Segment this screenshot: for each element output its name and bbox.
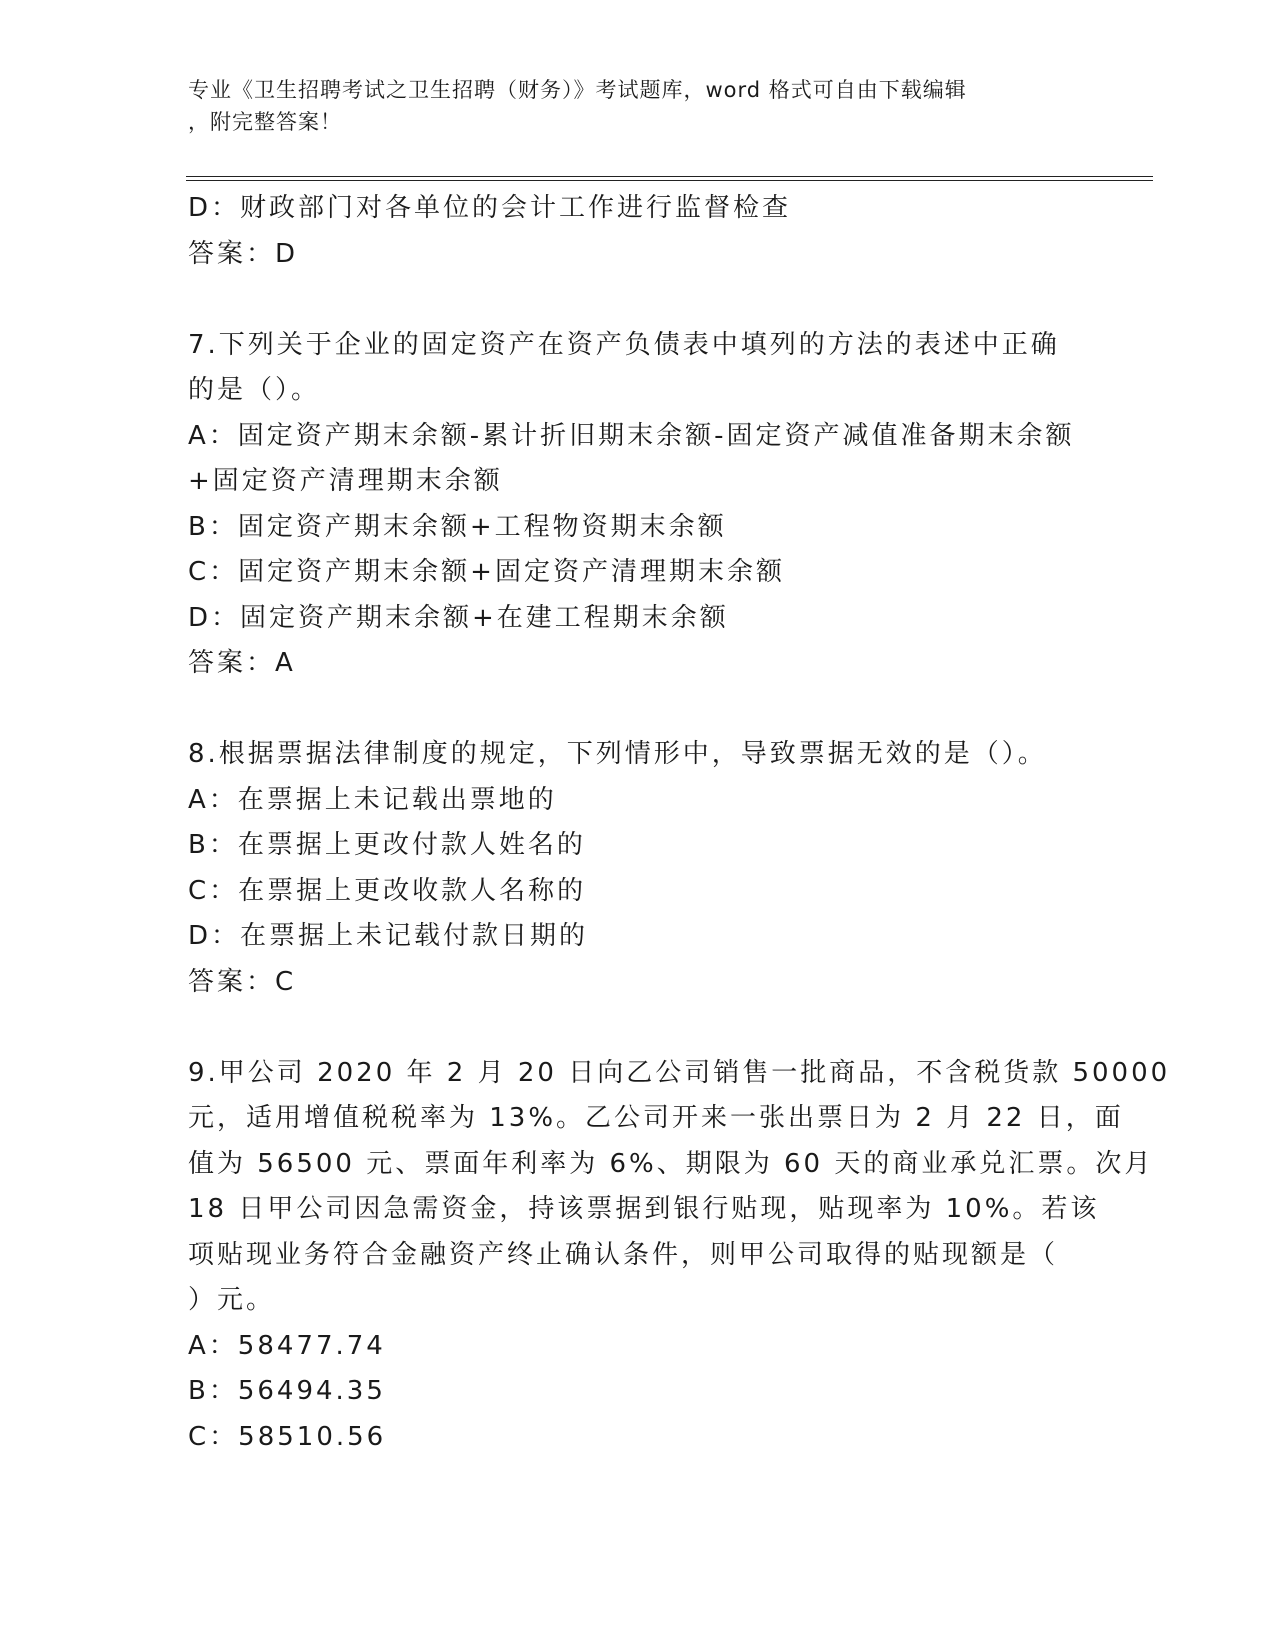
- question-stem-cont: 元，适用增值税税率为 13%。乙公司开来一张出票日为 2 月 22 日，面: [188, 1103, 1124, 1133]
- option-a: A：58477.74: [188, 1330, 386, 1361]
- option-c: C：在票据上更改收款人名称的: [188, 875, 587, 906]
- option-b: B：在票据上更改付款人姓名的: [188, 830, 586, 860]
- question-7: [188, 323, 1088, 687]
- option-a: A：在票据上未记载出票地的: [188, 784, 557, 815]
- question-stem-cont: 的是（）。: [188, 375, 321, 405]
- previous-question: [188, 186, 1088, 277]
- answer-label: 答案：D: [188, 238, 299, 269]
- option-a: A：固定资产期末余额-累计折旧期末余额-固定资产减值准备期末余额: [188, 420, 1075, 451]
- option-c: C：固定资产期末余额+固定资产清理期末余额: [188, 557, 785, 587]
- question-stem-cont: ）元。: [188, 1285, 276, 1315]
- question-8: [188, 732, 1088, 1005]
- question-stem-cont: 项贴现业务符合金融资产终止确认条件，则甲公司取得的贴现额是（: [188, 1239, 1059, 1270]
- spacer: [188, 277, 1088, 323]
- header-divider: [186, 176, 1153, 181]
- question-9: [188, 1051, 1171, 1461]
- option-d: D：财政部门对各单位的会计工作进行监督检查: [188, 193, 792, 223]
- question-stem: 9.甲公司 2020 年 2 月 20 日向乙公司销售一批商品，不含税货款 50000: [188, 1057, 1171, 1088]
- question-content: [188, 186, 1171, 1460]
- question-stem: 8.根据票据法律制度的规定，下列情形中，导致票据无效的是（）。: [188, 739, 1047, 769]
- option-a-cont: +固定资产清理期末余额: [188, 466, 503, 496]
- spacer: [188, 1005, 1088, 1051]
- answer-label: 答案：C: [188, 966, 297, 997]
- option-c: C：58510.56: [188, 1421, 387, 1452]
- option-b: B：56494.35: [188, 1376, 386, 1406]
- question-stem: 7.下列关于企业的固定资产在资产负债表中填列的方法的表述中正确: [188, 329, 1060, 360]
- option-d: D：固定资产期末余额+在建工程期末余额: [188, 602, 729, 633]
- option-b: B：固定资产期末余额+工程物资期末余额: [188, 511, 727, 542]
- answer-label: 答案：A: [188, 648, 296, 678]
- document-header: [188, 74, 1068, 138]
- spacer: [188, 687, 1088, 733]
- question-stem-cont: 值为 56500 元、票面年利率为 6%、期限为 60 天的商业承兑汇票。次月: [188, 1148, 1154, 1179]
- question-stem-cont: 18 日甲公司因急需资金，持该票据到银行贴现，贴现率为 10%。若该: [188, 1194, 1100, 1224]
- option-d: D：在票据上未记载付款日期的: [188, 921, 589, 951]
- header-line-2: ，附完整答案！: [188, 110, 342, 134]
- header-line-1: 专业《卫生招聘考试之卫生招聘（财务）》考试题库，word 格式可自由下载编辑: [188, 78, 967, 102]
